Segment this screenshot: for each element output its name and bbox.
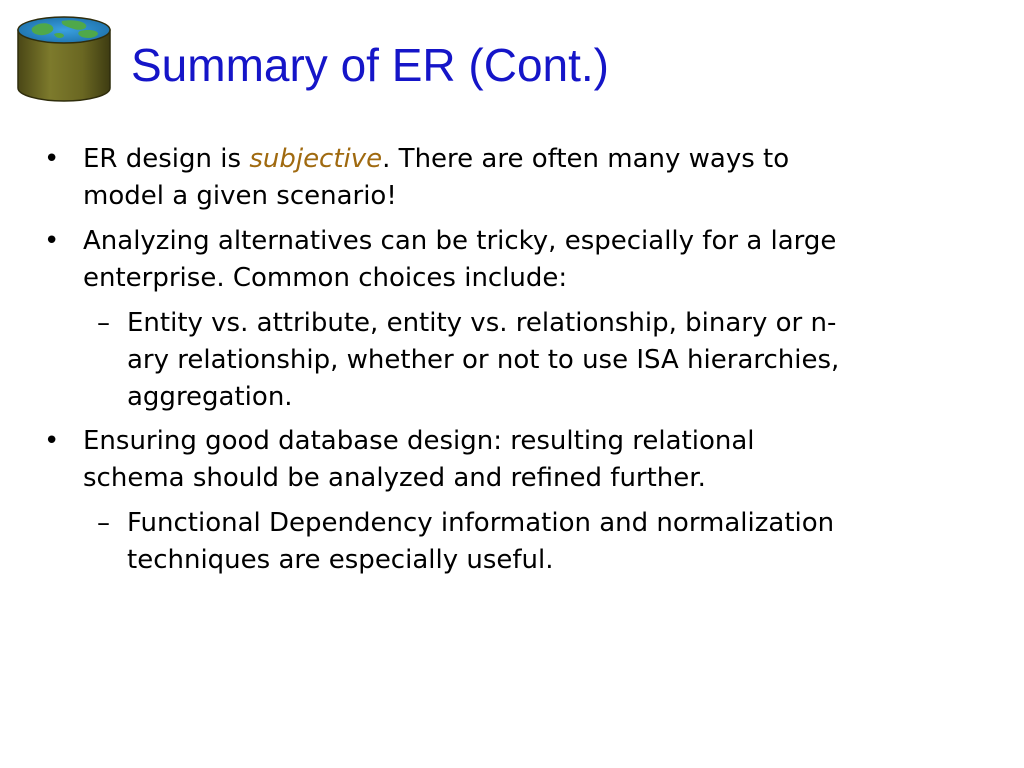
dash-marker: – bbox=[97, 308, 110, 338]
bullet-line: techniques are especially useful. bbox=[127, 545, 554, 575]
bullet-text bbox=[83, 141, 789, 215]
bullet-line: ary relationship, whether or not to use ISA hierarchies, bbox=[127, 345, 840, 375]
bullet-line: enterprise. Common choices include: bbox=[83, 263, 568, 293]
bullet-line: aggregation. bbox=[127, 382, 293, 412]
text-segment: . There are often many ways to bbox=[382, 144, 790, 174]
bullet-marker: • bbox=[44, 144, 60, 174]
bullet-line: Entity vs. attribute, entity vs. relationship, binary or n- bbox=[127, 308, 837, 338]
bullet-line: Functional Dependency information and normalization bbox=[127, 508, 835, 538]
bullet-line bbox=[83, 141, 789, 178]
bullet-line: model a given scenario! bbox=[83, 181, 397, 211]
bullet-marker: • bbox=[44, 226, 60, 256]
bullet-line: Ensuring good database design: resulting relational bbox=[83, 426, 755, 456]
bullet-marker: • bbox=[44, 426, 60, 456]
bullet-line: schema should be analyzed and refined further. bbox=[83, 463, 706, 493]
sub-bullet-text bbox=[127, 505, 834, 579]
bullet-line: Analyzing alternatives can be tricky, especially for a large bbox=[83, 226, 837, 256]
bullet-text bbox=[83, 223, 836, 297]
text-segment: ER design is bbox=[83, 144, 250, 174]
sub-bullet-text bbox=[127, 305, 839, 416]
slide-title: Summary of ER (Cont.) bbox=[131, 39, 609, 91]
bullet-text bbox=[83, 423, 755, 497]
emphasis-text: subjective bbox=[249, 144, 383, 174]
dash-marker: – bbox=[97, 508, 110, 538]
database-globe-icon bbox=[14, 14, 114, 104]
